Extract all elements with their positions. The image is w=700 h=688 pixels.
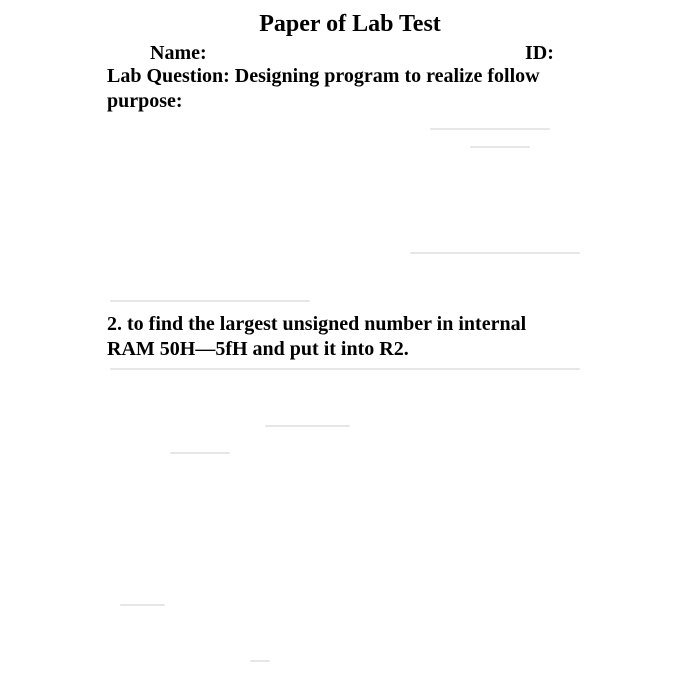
id-field-label: ID: (525, 42, 554, 64)
bleed-through-mark (120, 604, 165, 606)
lab-question-line-2: purpose: (107, 90, 183, 112)
bleed-through-mark (170, 452, 230, 454)
task-item-2-line-1: 2. to find the largest unsigned number in internal (107, 313, 527, 335)
bleed-through-mark (470, 146, 530, 148)
bleed-through-mark (110, 300, 310, 302)
lab-question (107, 64, 587, 114)
bleed-through-mark (265, 425, 350, 427)
page-title: Paper of Lab Test (259, 11, 441, 37)
bleed-through-mark (250, 660, 270, 662)
bleed-through-mark (410, 252, 580, 254)
lab-question-line-1: Lab Question: Designing program to realize follow (107, 65, 540, 87)
bleed-through-mark (110, 368, 580, 370)
bleed-through-mark (430, 128, 550, 130)
task-item-2-line-2: RAM 50H—5fH and put it into R2. (107, 338, 409, 360)
name-field-label: Name: (150, 42, 207, 64)
task-item-2 (107, 312, 587, 362)
